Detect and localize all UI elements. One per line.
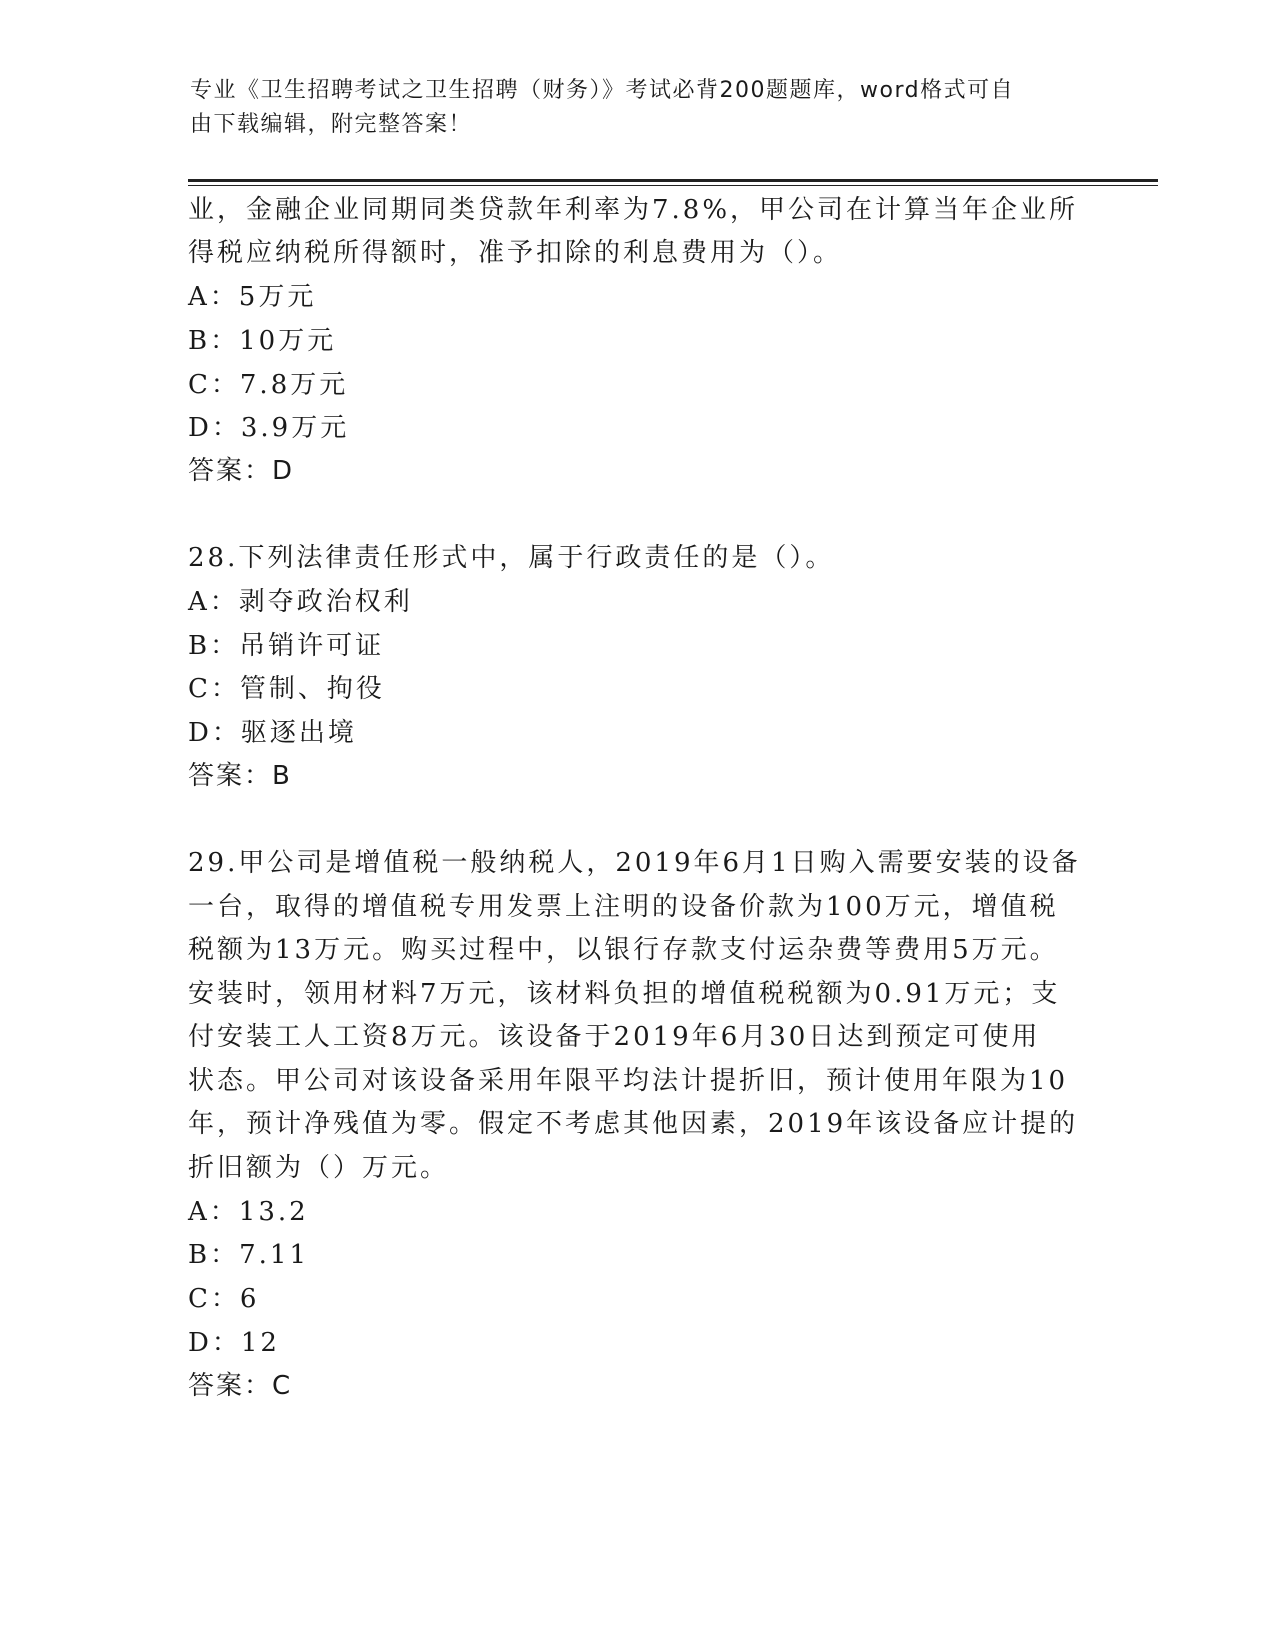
question-29-option-c: C：6 (188, 1284, 260, 1314)
question-27-text-line-1: 业，金融企业同期同类贷款年利率为7.8%，甲公司在计算当年企业所 (188, 195, 1079, 225)
document-header (190, 74, 1080, 142)
header-line-1: 专业《卫生招聘考试之卫生招聘（财务）》考试必背200题题库，word格式可自 (190, 78, 1015, 103)
question-27-answer: 答案：D (188, 456, 295, 486)
question-29-text-line-3: 税额为13万元。购买过程中，以银行存款支付运杂费等费用5万元。 (188, 935, 1059, 965)
question-29-option-b: B：7.11 (188, 1240, 309, 1270)
question-29-text-line-6: 状态。甲公司对该设备采用年限平均法计提折旧，预计使用年限为10 (188, 1066, 1069, 1096)
question-29-text-line-5: 付安装工人工资8万元。该设备于2019年6月30日达到预定可使用 (188, 1022, 1041, 1052)
question-28-text-line-1: 28.下列法律责任形式中，属于行政责任的是（）。 (188, 543, 835, 573)
question-28-answer: 答案：B (188, 761, 292, 791)
question-29-text-line-8: 折旧额为（）万元。 (188, 1153, 450, 1183)
header-divider-thin (188, 185, 1158, 186)
question-27-text-line-2: 得税应纳税所得额时，准予扣除的利息费用为（）。 (188, 238, 843, 268)
question-29-text-line-1: 29.甲公司是增值税一般纳税人，2019年6月1日购入需要安装的设备 (188, 848, 1081, 878)
question-29-text-line-7: 年，预计净残值为零。假定不考虑其他因素，2019年该设备应计提的 (188, 1109, 1079, 1139)
question-27-option-d: D：3.9万元 (188, 413, 350, 443)
question-28-option-d: D：驱逐出境 (188, 718, 357, 748)
question-29-option-d: D：12 (188, 1328, 280, 1358)
question-27-option-b: B：10万元 (188, 326, 337, 356)
question-28-option-b: B：吊销许可证 (188, 631, 385, 661)
question-27-option-a: A：5万元 (188, 282, 317, 312)
question-29-text-line-4: 安装时，领用材料7万元，该材料负担的增值税税额为0.91万元；支 (188, 979, 1061, 1009)
question-29-option-a: A：13.2 (188, 1197, 309, 1227)
header-divider-thick (188, 179, 1158, 182)
header-line-2: 由下载编辑，附完整答案！ (190, 112, 473, 137)
question-28-option-c: C：管制、拘役 (188, 674, 385, 704)
question-28-option-a: A：剥夺政治权利 (188, 587, 413, 617)
question-29-text-line-2: 一台，取得的增值税专用发票上注明的设备价款为100万元，增值税 (188, 892, 1059, 922)
question-29-answer: 答案：C (188, 1371, 293, 1401)
question-27-option-c: C：7.8万元 (188, 370, 349, 400)
